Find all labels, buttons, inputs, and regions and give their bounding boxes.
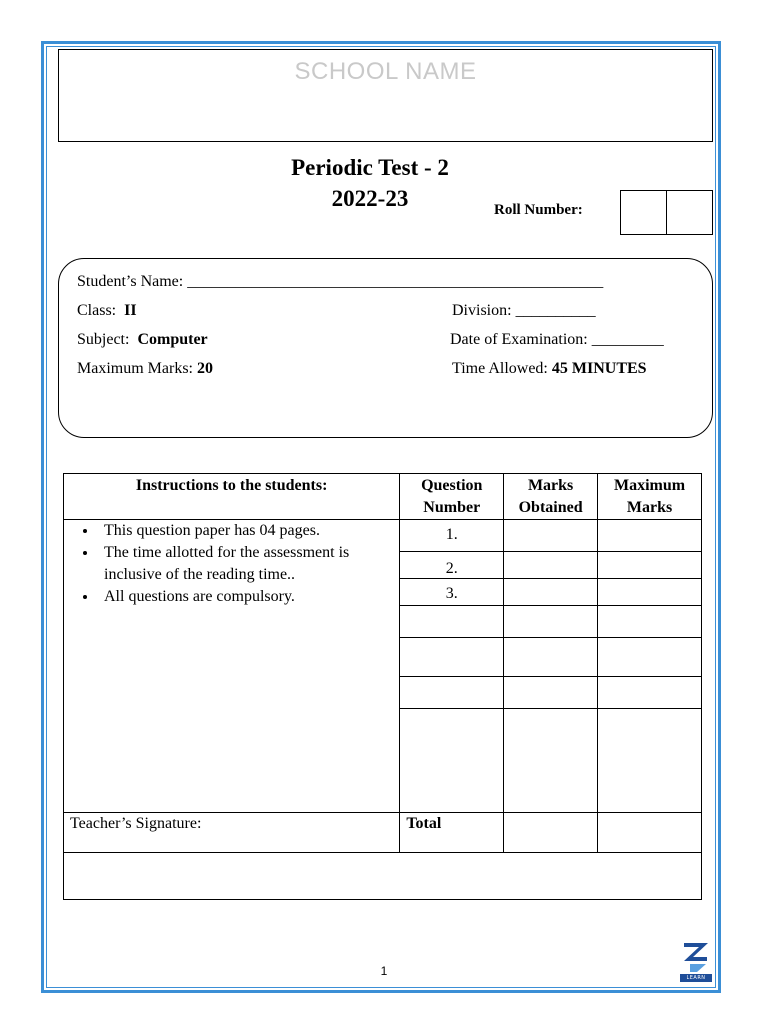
- class-line: [77, 302, 137, 320]
- maximum-marks-cell: [598, 606, 702, 638]
- question-number-cell: [400, 709, 504, 813]
- test-title: Periodic Test - 2: [291, 155, 449, 180]
- max-marks-line: [77, 360, 213, 378]
- time-allowed-line: [452, 360, 647, 378]
- school-name: SCHOOL NAME: [294, 58, 477, 85]
- marks-obtained-cell: [504, 638, 598, 677]
- marks-obtained-cell: [504, 579, 598, 606]
- time-allowed-value: 45 MINUTES: [551, 360, 647, 377]
- max-marks-label: Maximum Marks:: [77, 360, 193, 377]
- total-marks-obtained-cell: [504, 813, 598, 853]
- max-marks-value: 20: [197, 360, 213, 377]
- marks-obtained-cell: [504, 677, 598, 709]
- table-header-row: [64, 474, 702, 520]
- marks-obtained-cell: [504, 606, 598, 638]
- student-name-line: Student’s Name: ____________________________________________________: [77, 273, 604, 290]
- roll-number-digit-1: [621, 191, 666, 234]
- question-number-header: Question Number: [400, 474, 504, 520]
- maximum-marks-cell: [598, 677, 702, 709]
- student-info-box: [58, 258, 713, 438]
- maximum-marks-cell: [598, 552, 702, 579]
- school-name-box: [58, 49, 713, 142]
- list-item: • This question paper has 04 pages.: [98, 520, 399, 542]
- question-number-cell: [400, 638, 504, 677]
- marks-obtained-cell: [504, 709, 598, 813]
- signature-space-row: [64, 853, 702, 900]
- maximum-marks-cell: [598, 638, 702, 677]
- roll-number-box: [620, 190, 713, 235]
- instructions-list: [70, 520, 399, 608]
- maximum-marks-header: Maximum Marks: [598, 474, 702, 520]
- logo-tag: LEARN: [680, 974, 712, 982]
- maximum-marks-cell: [598, 520, 702, 552]
- total-maximum-marks-cell: [598, 813, 702, 853]
- page-number: 1: [380, 964, 388, 978]
- list-item: • All questions are compulsory.: [98, 586, 399, 608]
- class-label: Class:: [77, 302, 117, 319]
- signature-space: [64, 853, 702, 900]
- time-allowed-label: Time Allowed:: [452, 360, 548, 377]
- roll-number-digit-2: [666, 191, 712, 234]
- marks-table: [63, 473, 702, 900]
- marks-obtained-header: Marks Obtained: [504, 474, 598, 520]
- question-number-cell: [400, 606, 504, 638]
- division-line: Division: __________: [452, 302, 596, 319]
- question-number-cell: [400, 677, 504, 709]
- instructions-cell: [64, 520, 400, 813]
- subject-line: [77, 331, 208, 349]
- question-number-cell: 3.: [400, 579, 504, 606]
- maximum-marks-cell: [598, 709, 702, 813]
- list-item: • The time allotted for the assessment is inclusive of the reading time..: [98, 542, 399, 586]
- instructions-header: Instructions to the students:: [64, 474, 400, 520]
- subject-label: Subject:: [77, 331, 130, 348]
- marks-obtained-cell: [504, 552, 598, 579]
- question-number-cell: 1.: [400, 520, 504, 552]
- roll-number-label: Roll Number:: [494, 202, 583, 218]
- signature-row: [64, 813, 702, 853]
- exam-date-line: Date of Examination: _________: [450, 331, 664, 348]
- class-value: II: [124, 302, 137, 319]
- table-row: [64, 520, 702, 552]
- question-number-cell: 2.: [400, 552, 504, 579]
- subject-value: Computer: [137, 331, 208, 348]
- teacher-signature-label: Teacher’s Signature:: [64, 813, 400, 853]
- test-year: 2022-23: [331, 186, 409, 211]
- total-label: Total: [400, 813, 504, 853]
- maximum-marks-cell: [598, 579, 702, 606]
- marks-obtained-cell: [504, 520, 598, 552]
